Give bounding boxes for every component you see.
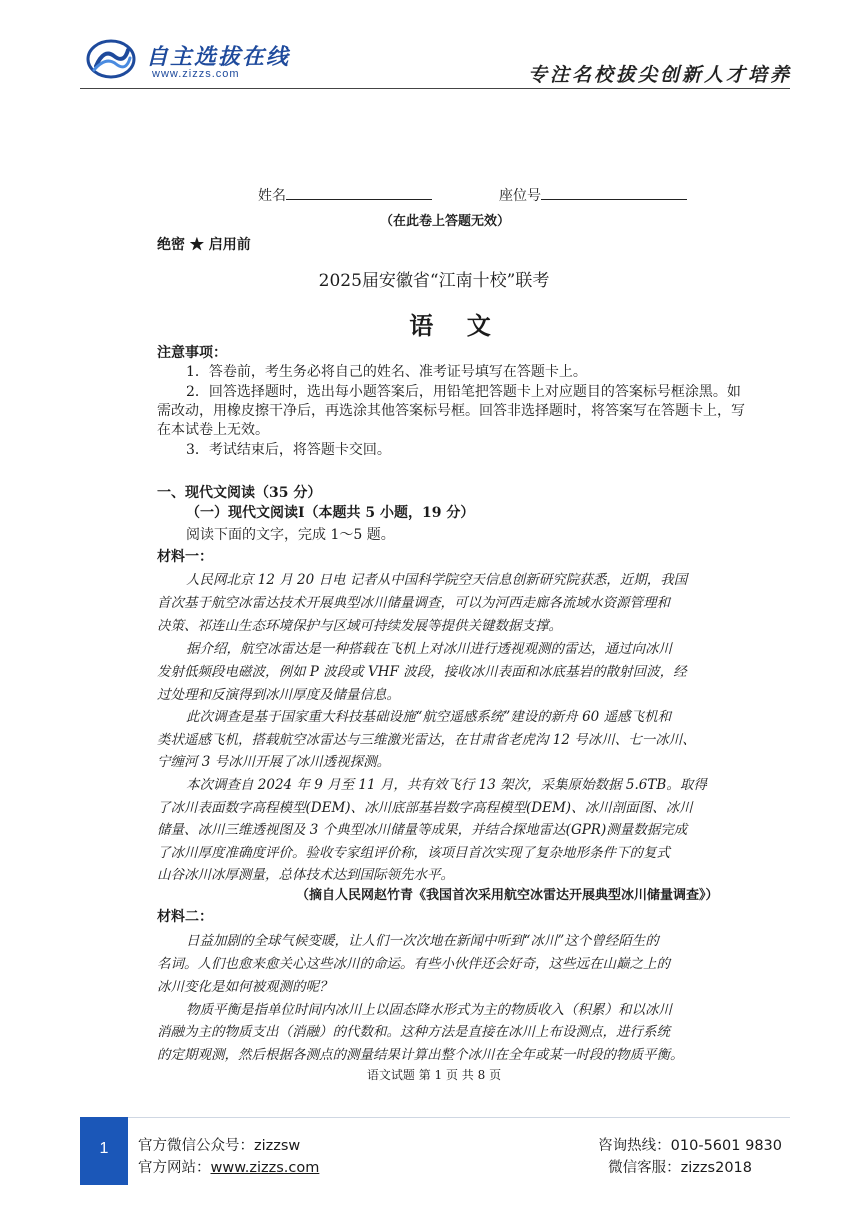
- footer-hotline: 咨询热线：010-5601 9830: [598, 1138, 782, 1154]
- name-field: [258, 185, 432, 205]
- page-counter: 语文试题 第 1 页 共 8 页: [366, 1068, 502, 1082]
- material-1-line: 决策、祁连山生态环境保护与区域可持续发展等提供关键数据支撑。: [157, 618, 562, 634]
- section-subheading: （一）现代文阅读Ⅰ（本题共 5 小题，19 分）: [186, 505, 475, 521]
- notice-item-1: 1．答卷前，考生务必将自己的姓名、准考证号填写在答题卡上。: [186, 364, 587, 380]
- material-1-line: 了冰川厚度准确度评价。验收专家组评价称，该项目首次实现了复杂地形条件下的复式: [157, 845, 670, 861]
- section-instruction: 阅读下面的文字，完成 1～5 题。: [186, 527, 395, 543]
- material-1-line: 宁缠河 3 号冰川开展了冰川透视探测。: [157, 754, 391, 770]
- material-1-line: 山谷冰川冰厚测量，总体技术达到国际领先水平。: [157, 867, 454, 883]
- name-label: 姓名: [258, 188, 286, 204]
- material-2-line: 名词。人们也愈来愈关心这些冰川的命运。有些小伙伴还会好奇，这些远在山巅之上的: [157, 956, 670, 972]
- logo-url: www.zizzs.com: [152, 68, 240, 80]
- subject-title: 语 文: [409, 311, 491, 340]
- material-1-line: 此次调查是基于国家重大科技基础设施“航空遥感系统”建设的新舟 60 遥感飞机和: [186, 709, 672, 725]
- header-divider: [80, 88, 790, 89]
- footer-service: 微信客服：zizzs2018: [608, 1160, 752, 1176]
- notice-heading: 注意事项：: [157, 345, 227, 361]
- material-1-line: 类状遥感飞机，搭载航空冰雷达与三维激光雷达，在甘肃省老虎沟 12 号冰川、七一冰川、: [157, 732, 696, 748]
- name-blank: [286, 185, 432, 200]
- material-1-source: （摘自人民网赵竹青《我国首次采用航空冰雷达开展典型冰川储量调查》）: [296, 888, 719, 903]
- invalid-note: （在此卷上答题无效）: [380, 214, 511, 229]
- seat-field: [499, 185, 687, 205]
- material-1-line: 首次基于航空冰雷达技术开展典型冰川储量调查，可以为河西走廊各流域水资源管理和: [157, 595, 670, 611]
- material-1-line: 发射低频段电磁波，例如 P 波段或 VHF 波段，接收冰川表面和冰底基岩的散射回波，经: [157, 664, 687, 680]
- secret-mark: 绝密 ★ 启用前: [157, 237, 251, 253]
- notice-item-2-line-3: 在本试卷上无效。: [157, 422, 269, 438]
- notice-item-2-line-1: 2．回答选择题时，选出每小题答案后，用铅笔把答题卡上对应题目的答案标号框涂黑。如: [186, 384, 741, 400]
- seat-blank: [541, 185, 687, 200]
- footer-site-label: 官方网站：: [138, 1160, 211, 1176]
- material-2-line: 消融为主的物质支出（消融）的代数和。这种方法是直接在冰川上布设测点，进行系统: [157, 1024, 670, 1040]
- footer-site-link[interactable]: www.zizzs.com: [210, 1160, 320, 1176]
- material-1-line: 本次调查自 2024 年 9 月至 11 月，共有效飞行 13 架次，采集原始数据 5.6TB。取得: [186, 777, 707, 793]
- logo-icon: [86, 38, 136, 80]
- material-1-line: 过处理和反演得到冰川厚度及储量信息。: [157, 687, 400, 703]
- header-slogan: 专注名校拔尖创新人才培养: [528, 64, 793, 86]
- logo-name: 自主选拔在线: [146, 44, 291, 70]
- footer-divider: [128, 1117, 790, 1118]
- footer-wechat: 官方微信公众号：zizzsw: [138, 1138, 301, 1154]
- material-1-label: 材料一：: [157, 549, 213, 565]
- material-1-line: 据介绍，航空冰雷达是一种搭载在飞机上对冰川进行透视观测的雷达，通过向冰川: [186, 641, 672, 657]
- notice-item-2-line-2: 需改动，用橡皮擦干净后，再选涂其他答案标号框。回答非选择题时，将答案写在答题卡上，写: [157, 403, 745, 419]
- material-2-line: 物质平衡是指单位时间内冰川上以固态降水形式为主的物质收入（积累）和以冰川: [186, 1002, 672, 1018]
- notice-item-3: 3．考试结束后，将答题卡交回。: [186, 442, 391, 458]
- material-2-label: 材料二：: [157, 909, 213, 925]
- material-2-line: 冰川变化是如何被观测的呢？: [157, 979, 333, 995]
- footer-site: [138, 1156, 319, 1177]
- material-2-line: 的定期观测，然后根据各测点的测量结果计算出整个冰川在全年或某一时段的物质平衡。: [157, 1047, 684, 1063]
- material-1-line: 了冰川表面数字高程模型(DEM)、冰川底部基岩数字高程模型(DEM)、冰川剖面图、冰川: [157, 800, 693, 816]
- section-heading: 一、现代文阅读（35 分）: [157, 485, 322, 501]
- material-1-line: 储量、冰川三维透视图及 3 个典型冰川储量等成果，并结合探地雷达(GPR)测量数据完成: [157, 822, 688, 838]
- exam-title: 2025届安徽省“江南十校”联考: [318, 271, 550, 291]
- material-1-line: 人民网北京 12 月 20 日电 记者从中国科学院空天信息创新研究院获悉，近期，我国: [186, 572, 688, 588]
- material-2-line: 日益加剧的全球气候变暖，让人们一次次地在新闻中听到“冰川”这个曾经陌生的: [186, 933, 659, 949]
- footer-page-number: 1: [99, 1140, 109, 1157]
- seat-label: 座位号: [499, 188, 541, 204]
